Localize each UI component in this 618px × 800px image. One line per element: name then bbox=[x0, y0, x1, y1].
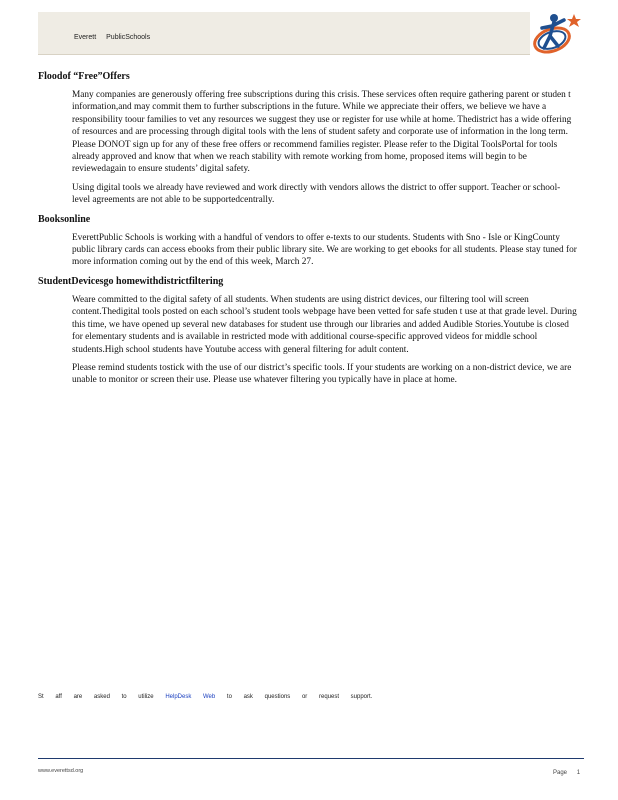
header-org-part1: Everett bbox=[74, 34, 97, 41]
note-word: support. bbox=[350, 694, 373, 700]
note-word: asked bbox=[93, 694, 110, 700]
section-paragraph: Please remind students tostick with the use of our district’s specific tools. If your students are working on a non-district device, we are unable to monitor or screen their use. Please use whatever filtering you typically have in place at home. bbox=[72, 362, 572, 386]
header-bar bbox=[38, 12, 530, 55]
note-word: St bbox=[38, 694, 44, 700]
footer-url[interactable]: www.everettsd.org bbox=[38, 768, 84, 774]
note-word: or bbox=[301, 694, 308, 700]
header-org-part2: PublicSchools bbox=[106, 34, 151, 41]
section-paragraph: Many companies are generously offering free subscriptions during this crisis. These services often require gathering parent or studen t information,and may commit them to further subscriptions in the future. While we appreciate their offers, we believe we have a responsibility toour families to vet any resources we suggest they use or register for use while at home. Thedistrict has a wide offering of resources and are processing through digital tools with the lens of student safety and corporate use of information in the long term. Please DONOT sign up for any of these free offers or recommend families register. Please refer to the Digital ToolsPortal for tools already approved and know that when we reach stability with remote working from home, proposed items will begin to be reviewedagain to ensure students’ digital safety. bbox=[72, 90, 572, 175]
section-paragraph: Using digital tools we already have reviewed and work directly with vendors allows the district to offer support. Teacher or school-level agreements are not able to be supportedcentrally. bbox=[72, 182, 561, 206]
section-paragraph: EverettPublic Schools is working with a handful of vendors to offer e-texts to our students. Students with Sno - Isle or KingCounty public library cards can access ebooks from their public library site. We are working to get ebooks for all students. Please stay tuned for more information coming out by the end of this week, March 27. bbox=[72, 232, 577, 268]
footer-divider bbox=[38, 758, 584, 759]
district-logo-icon bbox=[528, 8, 584, 62]
helpdesk-note bbox=[38, 694, 382, 700]
section-student-devices bbox=[38, 275, 578, 387]
main-content bbox=[38, 70, 578, 393]
section-heading: Booksonline bbox=[38, 213, 91, 225]
page-number-value: 1 bbox=[576, 770, 581, 776]
note-word: questions bbox=[264, 694, 291, 700]
section-free-offers bbox=[38, 70, 578, 207]
note-word: to bbox=[226, 694, 232, 700]
note-word: request bbox=[318, 694, 339, 700]
note-word: are bbox=[73, 694, 83, 700]
header-org-name bbox=[74, 34, 158, 41]
helpdesk-link[interactable]: HelpDesk bbox=[165, 694, 192, 700]
note-word: ask bbox=[243, 694, 253, 700]
section-books-online bbox=[38, 213, 578, 269]
note-word: aff bbox=[55, 694, 62, 700]
section-paragraph: Weare committed to the digital safety of all students. When students are using district devices, our filtering tool will screen content.Thedigital tools posted on each school’s student tools webpage have been vetted for safe studen t use at that grade level. During this time, we have opened up several new databases for student use through our libraries and added Audible Stories.Youtube is closed for elementary students and is available in restricted mode with additional course-specific approved videos for middle school students.High school students have Youtube access with general filtering for adult content. bbox=[72, 294, 577, 355]
note-word: utilize bbox=[138, 694, 154, 700]
page-number bbox=[553, 770, 588, 776]
page-label: Page bbox=[553, 770, 568, 776]
section-heading: Floodof “Free”Offers bbox=[38, 71, 130, 82]
note-word: to bbox=[121, 694, 127, 700]
section-heading: StudentDevicesgo homewithdistrictfiltering bbox=[38, 275, 224, 287]
web-link[interactable]: Web bbox=[203, 694, 216, 700]
